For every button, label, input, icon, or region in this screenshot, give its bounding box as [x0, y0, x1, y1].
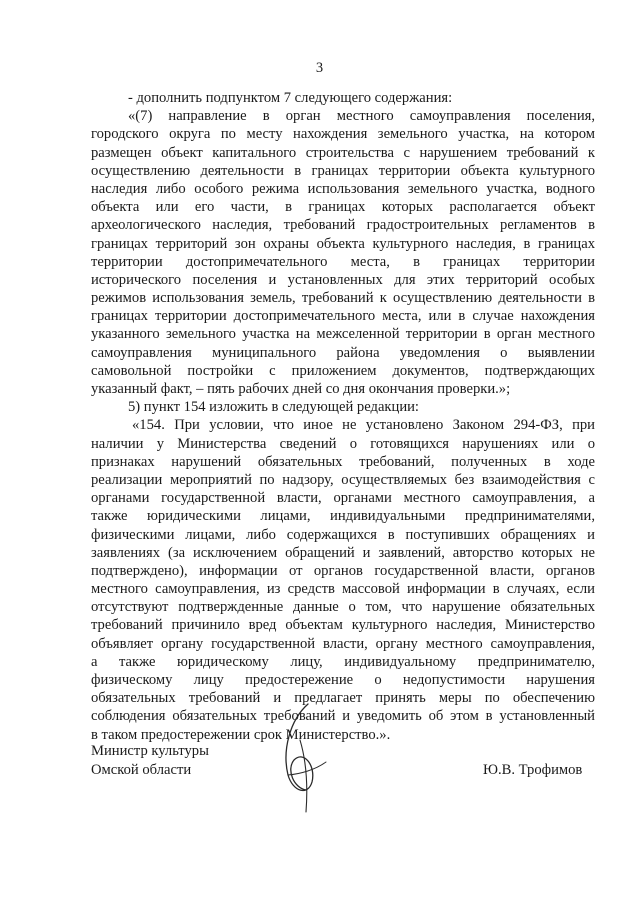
point-5-line: 5) пункт 154 изложить в следующей редакции: [128, 399, 419, 416]
item7-line: границах территорий зон охраны объекта культурного наследия, в границах [91, 235, 595, 252]
item154-line: реализации мероприятий по надзору, осуществляемых без взаимодействия с [91, 471, 595, 488]
item154-line: отсутствуют подтвержденные данные о том, что нарушение обязательных [91, 599, 595, 616]
item154-line: наличии у Министерства сведений о готовящихся нарушениях или о [91, 435, 595, 452]
item154-line: требований причинило вред объектам культурного наследия, Министерство [91, 617, 595, 634]
signatory-title [91, 742, 209, 779]
item7-line: осуществлению деятельности в границах территории объекта культурного [91, 162, 595, 179]
intro-line: - дополнить подпунктом 7 следующего содержания: [128, 90, 453, 106]
item-154-paragraph [91, 416, 595, 725]
item7-line: самоуправления муниципального района уведомления о выявлении [91, 344, 595, 361]
subpoint-7-last-line: указанный факт, – пять рабочих дней со дня окончания проверки.»; [91, 381, 511, 397]
item7-line: указанного земельного участка на межселенной территории в орган местного [91, 326, 595, 343]
item7-line: территории достопримечательного места, в границах территории [91, 253, 595, 270]
item7-line: размещен объект капитального строительства с нарушением требований к [91, 144, 595, 161]
item7-line: наследия либо особого режима использования земельного участка, водного [91, 180, 595, 197]
item154-line: а также юридическому лицу, индивидуальному предпринимателю, [91, 653, 595, 670]
item7-line: границах территории достопримечательного места, или в случае нахождения [91, 308, 595, 325]
subpoint-7-paragraph [91, 107, 595, 380]
item7-line: археологического наследия, требований градостроительных регламентов в [91, 217, 595, 234]
item154-line: физическому лицу предостережение о недопустимости нарушения [91, 672, 595, 688]
item154-line: «154. При условии, что иное не установлено Законом 294-ФЗ, при [132, 417, 595, 434]
handwritten-signature [260, 700, 350, 820]
item154-line: соблюдения обязательных требований и уведомить об этом в установленный [91, 708, 595, 725]
signatory-title-line-2: Омской области [91, 761, 192, 778]
item154-line: признаках нарушений обязательных требований, полученных в ходе [91, 453, 595, 470]
signatory-title-line-1: Министр культуры [91, 743, 209, 759]
item7-line: исторического поселения и установленных для этих территорий особых [91, 271, 595, 288]
document-body [91, 89, 595, 744]
page-number: 3 [315, 60, 324, 76]
item7-line: «(7) направление в орган местного самоуправления поселения, [128, 108, 595, 125]
item154-line: также юридическими лицами, индивидуальными предпринимателями, [91, 508, 595, 525]
item7-line: объекта или его части, в границах которых располагается объект [91, 199, 595, 216]
item154-line: местного самоуправления, из средств массовой информации в случаях, если [91, 581, 595, 598]
item-154-last-line: в таком предостережении срок Министерство.». [91, 726, 391, 743]
item154-line: заявлениях (за исключением обращений и заявлений, авторство которых не [91, 544, 595, 561]
item7-line: режимов использования земель, требований к осуществлению деятельности в [91, 290, 595, 307]
item154-line: обязательных требований и предлагает принять меры по обеспечению [91, 690, 595, 707]
item154-line: объявляет органу государственной власти, органу местного самоуправления, [91, 635, 595, 652]
item154-line: подтверждено), информации от органов государственной власти, органов [91, 562, 595, 579]
item7-line: городского округа по месту нахождения земельного участка, на котором [91, 126, 595, 143]
signatory-name: Ю.В. Трофимов [483, 762, 583, 778]
item154-line: физическими лицами, либо содержащихся в поступивших обращениях и [91, 526, 595, 543]
item154-line: органами государственной власти, органами местного самоуправления, а [91, 490, 595, 507]
item7-line: самовольной постройки с приложением документов, подтверждающих [91, 362, 595, 379]
